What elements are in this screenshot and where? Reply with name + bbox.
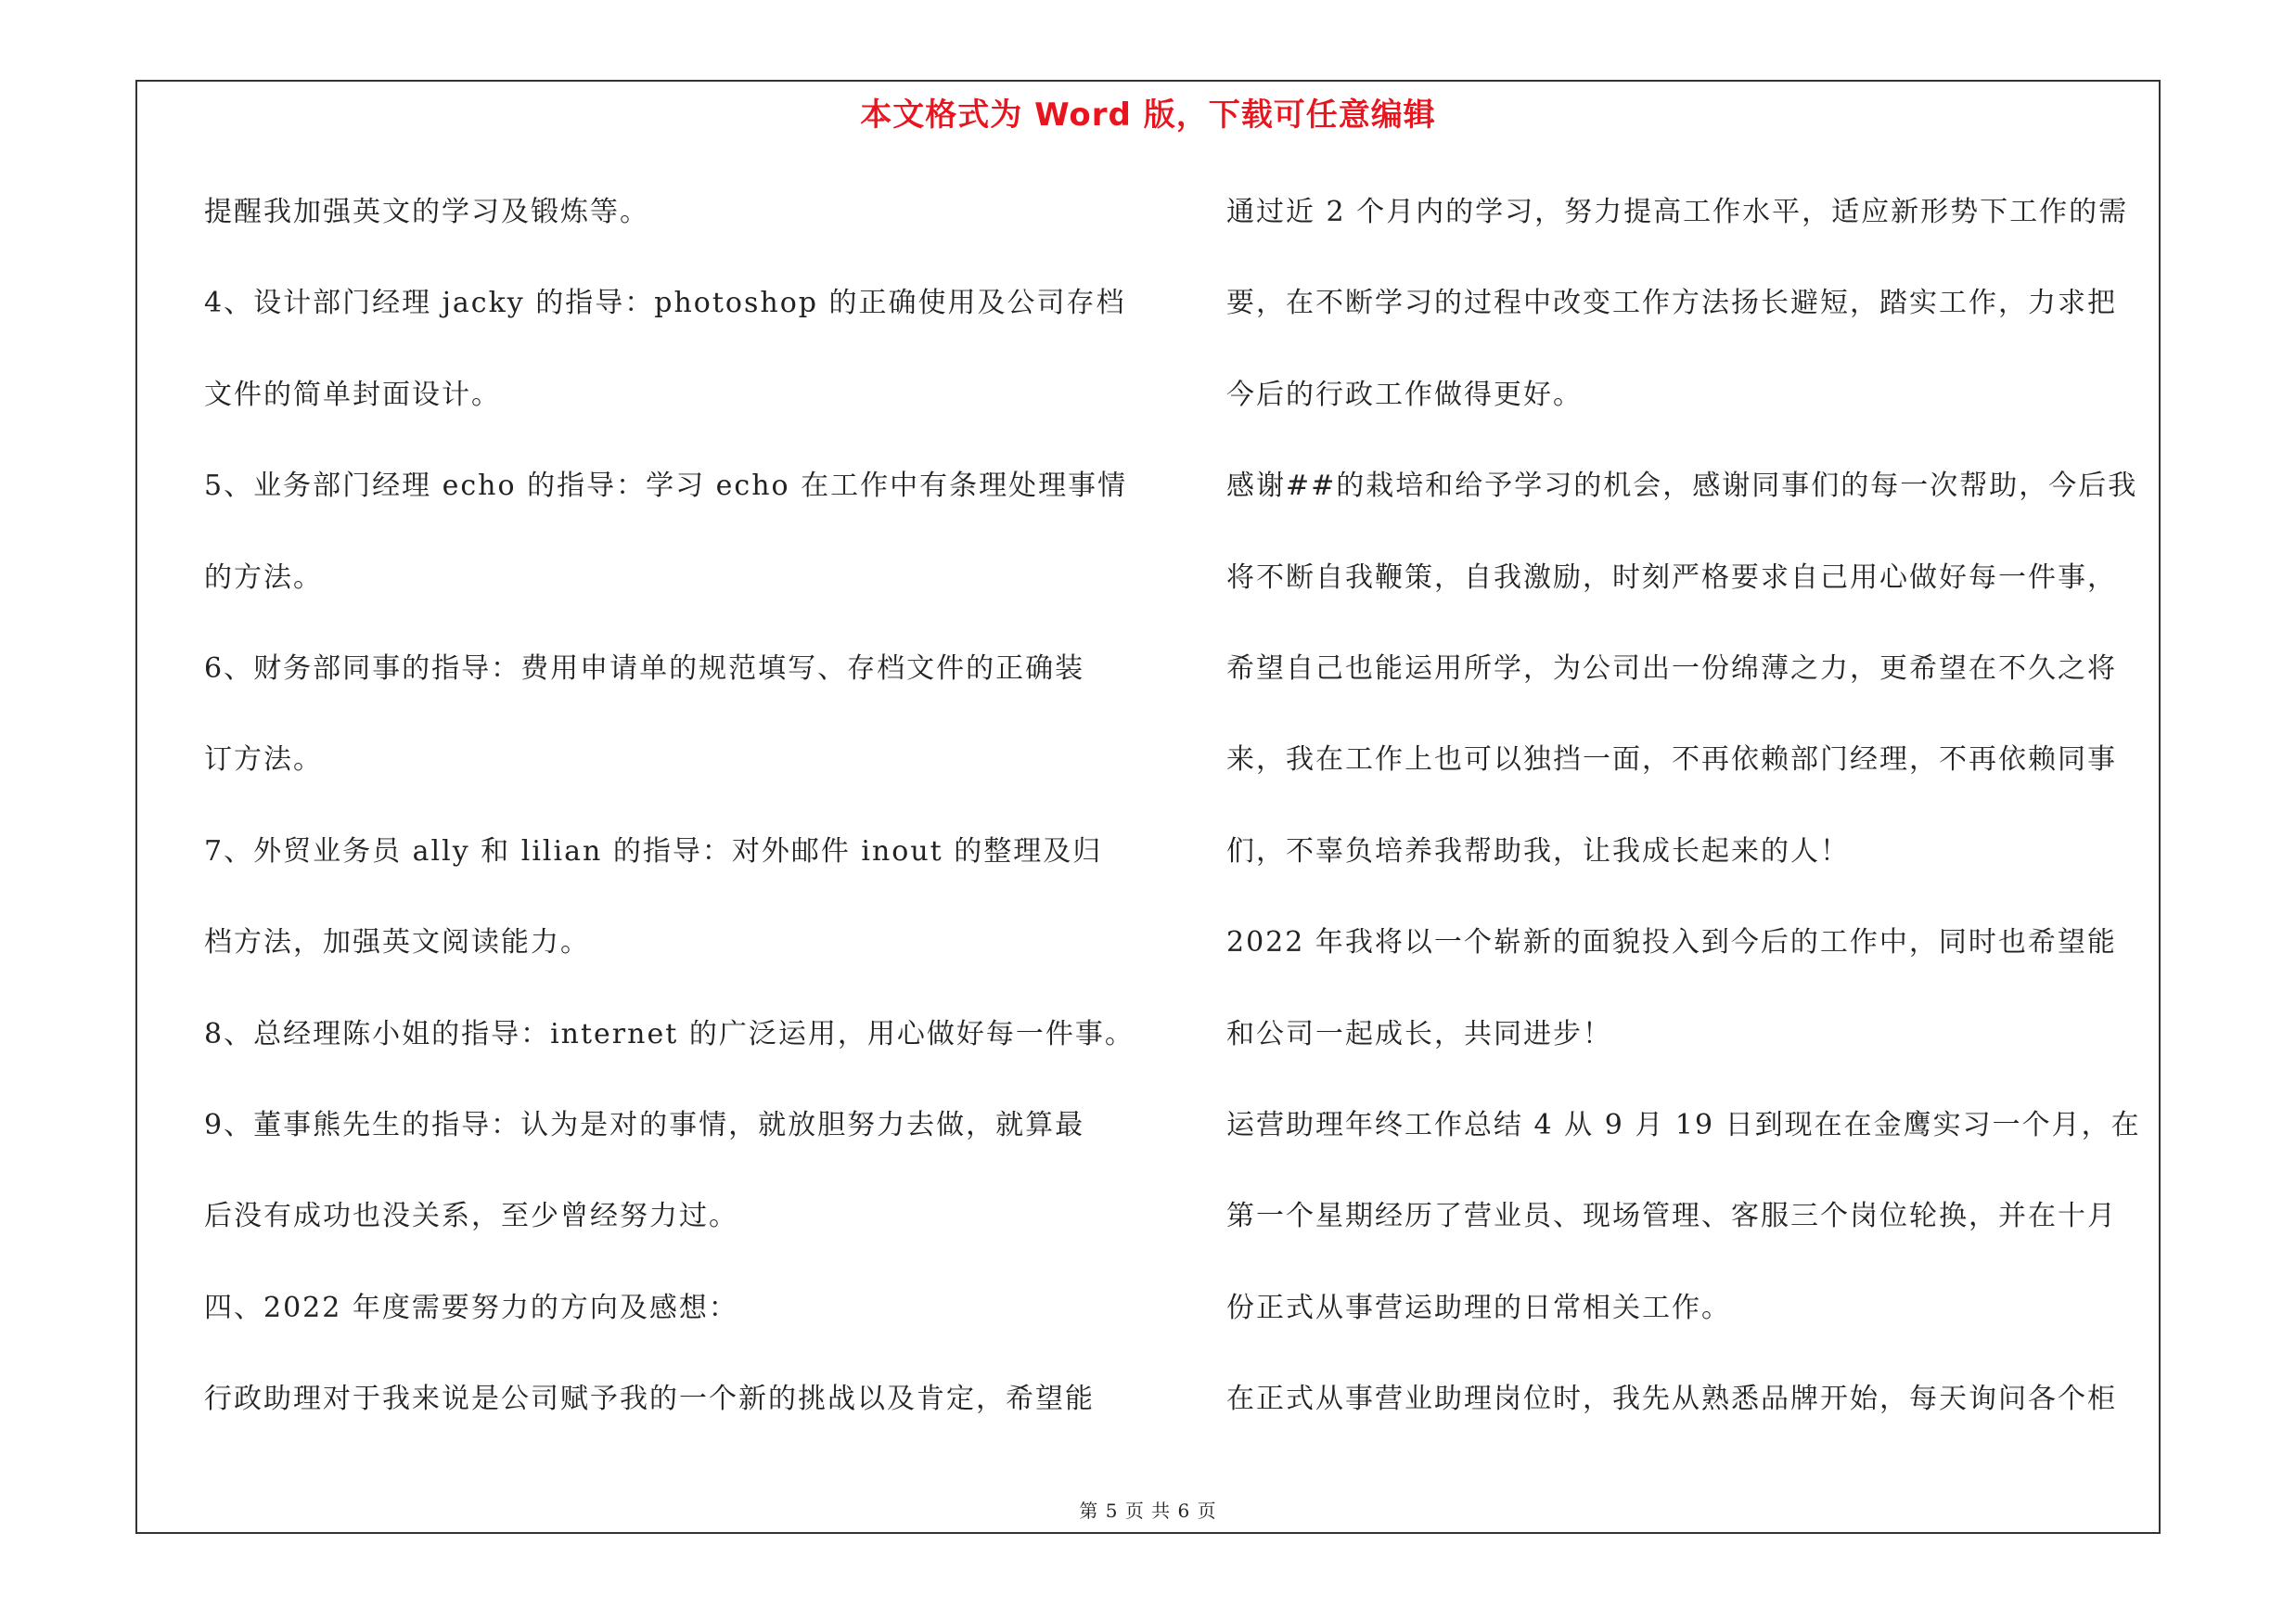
page-number-footer: 第 5 页 共 6 页 <box>1079 1500 1217 1522</box>
text-line: 来，我在工作上也可以独挡一面，不再依赖部门经理，不再依赖同事 <box>1226 743 2117 777</box>
text-line: 们，不辜负培养我帮助我，让我成长起来的人！ <box>1226 834 1850 868</box>
text-line: 5、业务部门经理 echo 的指导：学习 echo 在工作中有条理处理事情 <box>204 470 1128 503</box>
text-line: 希望自己也能运用所学，为公司出一份绵薄之力，更希望在不久之将 <box>1226 651 2117 685</box>
text-line: 运营助理年终工作总结 4 从 9 月 19 日到现在在金鹰实习一个月，在 <box>1226 1108 2141 1141</box>
text-line: 四、2022 年度需要努力的方向及感想： <box>204 1291 738 1324</box>
text-line: 要，在不断学习的过程中改变工作方法扬长避短，踏实工作，力求把 <box>1226 287 2117 320</box>
left-text-column <box>204 181 1150 1459</box>
text-line: 后没有成功也没关系，至少曾经努力过。 <box>204 1200 738 1233</box>
text-line: 订方法。 <box>204 743 323 777</box>
editable-notice-banner: 本文格式为 Word 版，下载可任意编辑 <box>860 97 1436 134</box>
text-line: 的方法。 <box>204 560 323 594</box>
text-line: 感谢##的栽培和给予学习的机会，感谢同事们的每一次帮助，今后我 <box>1226 470 2138 503</box>
text-line: 7、外贸业务员 ally 和 lilian 的指导：对外邮件 inout 的整理及归 <box>204 834 1103 868</box>
text-line: 6、财务部同事的指导：费用申请单的规范填写、存档文件的正确装 <box>204 651 1085 685</box>
text-line: 4、设计部门经理 jacky 的指导：photoshop 的正确使用及公司存档 <box>204 287 1126 320</box>
text-line: 第一个星期经历了营业员、现场管理、客服三个岗位轮换，并在十月 <box>1226 1200 2117 1233</box>
text-line: 行政助理对于我来说是公司赋予我的一个新的挑战以及肯定，希望能 <box>204 1383 1095 1416</box>
text-line: 通过近 2 个月内的学习，努力提高工作水平，适应新形势下工作的需 <box>1226 196 2129 228</box>
text-line: 和公司一起成长，共同进步！ <box>1226 1017 1612 1050</box>
text-line: 9、董事熊先生的指导：认为是对的事情，就放胆努力去做，就算最 <box>204 1108 1085 1141</box>
text-line: 文件的简单封面设计。 <box>204 378 501 411</box>
text-line: 档方法，加强英文阅读能力。 <box>204 926 590 960</box>
text-line: 今后的行政工作做得更好。 <box>1226 378 1583 411</box>
text-line: 提醒我加强英文的学习及锻炼等。 <box>204 196 649 228</box>
right-text-column <box>1226 181 2163 1459</box>
text-line: 份正式从事营运助理的日常相关工作。 <box>1226 1291 1731 1324</box>
text-line: 在正式从事营业助理岗位时，我先从熟悉品牌开始，每天询问各个柜 <box>1226 1383 2117 1416</box>
text-line: 2022 年我将以一个崭新的面貌投入到今后的工作中，同时也希望能 <box>1226 926 2117 960</box>
text-line: 将不断自我鞭策，自我激励，时刻严格要求自己用心做好每一件事， <box>1226 560 2117 594</box>
text-line: 8、总经理陈小姐的指导：internet 的广泛运用，用心做好每一件事。 <box>204 1017 1135 1050</box>
